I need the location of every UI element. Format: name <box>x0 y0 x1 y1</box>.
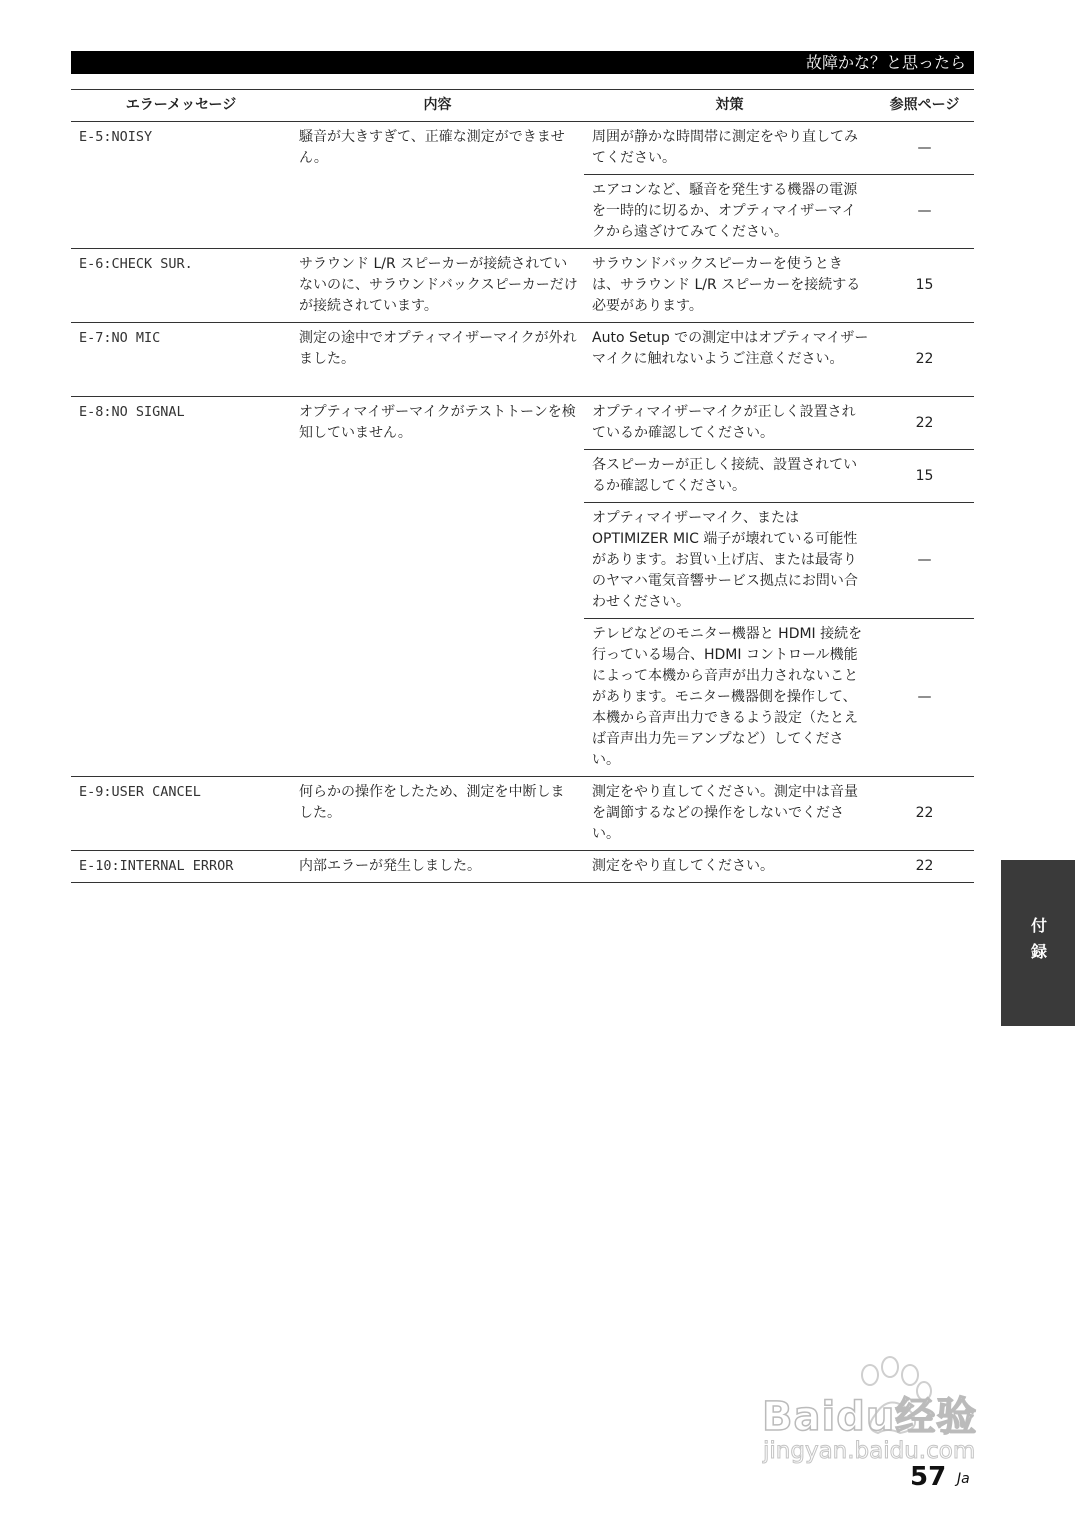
error-code: E-5:NOISY <box>71 122 291 249</box>
watermark-logo: Baidu经验 <box>762 1394 978 1440</box>
reference-page: — <box>875 175 974 249</box>
table-row <box>71 777 974 851</box>
column-header: エラーメッセージ <box>71 90 291 122</box>
reference-page: — <box>875 503 974 619</box>
page-number: 57 <box>910 1462 947 1492</box>
remedy-text: 測定をやり直してください。 <box>584 851 875 883</box>
error-code: E-6:CHECK SUR. <box>71 249 291 323</box>
error-description: 何らかの操作をしたため、測定を中断しました。 <box>291 777 584 851</box>
error-code: E-9:USER CANCEL <box>71 777 291 851</box>
appendix-side-tab <box>1001 860 1075 1026</box>
table-row <box>71 122 974 175</box>
reference-page: — <box>875 619 974 777</box>
remedy-text: エアコンなど、騒音を発生する機器の電源を一時的に切るか、オプティマイザーマイクから遠ざけてみてください。 <box>584 175 875 249</box>
table-row <box>71 323 974 397</box>
reference-page: 22 <box>875 777 974 851</box>
page-language: Ja <box>957 1471 970 1487</box>
side-tab-label: 付録 <box>1028 917 1048 969</box>
remedy-text: Auto Setup での測定中はオプティマイザーマイクに触れないようご注意ください。 <box>584 323 875 397</box>
remedy-text: オプティマイザーマイク、または OPTIMIZER MIC 端子が壊れている可能性があります。お買い上げ店、または最寄りのヤマハ電気音響サービス拠点にお問い合わせください。 <box>584 503 875 619</box>
remedy-text: 周囲が静かな時間帯に測定をやり直してみてください。 <box>584 122 875 175</box>
reference-page: — <box>875 122 974 175</box>
table-row <box>71 397 974 450</box>
error-description: サラウンド L/R スピーカーが接続されていないのに、サラウンドバックスピーカーだけが接続されています。 <box>291 249 584 323</box>
remedy-text: オプティマイザーマイクが正しく設置されているか確認してください。 <box>584 397 875 450</box>
reference-page: 22 <box>875 323 974 397</box>
error-description: オプティマイザーマイクがテストトーンを検知していません。 <box>291 397 584 777</box>
table-row <box>71 851 974 883</box>
column-header: 内容 <box>291 90 584 122</box>
reference-page: 22 <box>875 397 974 450</box>
column-header: 参照ページ <box>875 90 974 122</box>
error-code: E-8:NO SIGNAL <box>71 397 291 777</box>
remedy-text: サラウンドバックスピーカーを使うときは、サラウンド L/R スピーカーを接続する必要があります。 <box>584 249 875 323</box>
remedy-text: 測定をやり直してください。測定中は音量を調節するなどの操作をしないでください。 <box>584 777 875 851</box>
error-description: 内部エラーが発生しました。 <box>291 851 584 883</box>
column-header: 対策 <box>584 90 875 122</box>
reference-page: 15 <box>875 249 974 323</box>
remedy-text: テレビなどのモニター機器と HDMI 接続を行っている場合、HDMI コントロール機能によって本機から音声が出力されないことがあります。モニター機器側を操作して、本機から音声出力できるよう設定（たとえば音声出力先＝アンプなど）してください。 <box>584 619 875 777</box>
error-code: E-10:INTERNAL ERROR <box>71 851 291 883</box>
error-description: 測定の途中でオプティマイザーマイクが外れました。 <box>291 323 584 397</box>
watermark-url: jingyan.baidu.com <box>763 1438 976 1464</box>
reference-page: 22 <box>875 851 974 883</box>
error-description: 騒音が大きすぎて、正確な測定ができません。 <box>291 122 584 249</box>
table-row <box>71 249 974 323</box>
section-header: 故障かな？と思ったら <box>71 51 974 74</box>
error-code: E-7:NO MIC <box>71 323 291 397</box>
table-header-row <box>71 90 974 122</box>
error-table <box>71 89 974 883</box>
remedy-text: 各スピーカーが正しく接続、設置されているか確認してください。 <box>584 450 875 503</box>
reference-page: 15 <box>875 450 974 503</box>
